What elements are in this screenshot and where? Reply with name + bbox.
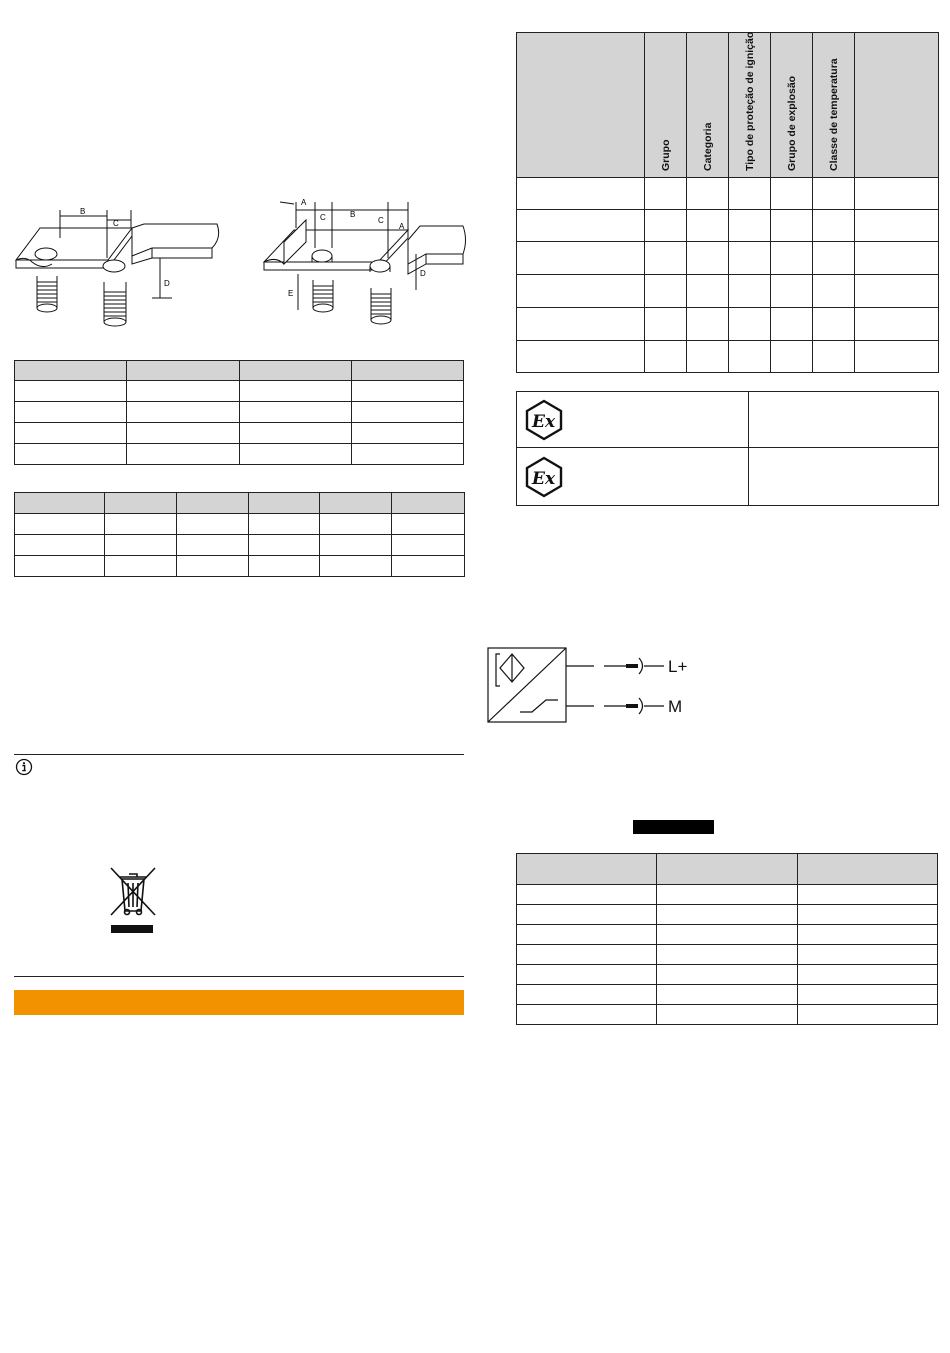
table-header-cell <box>127 361 239 381</box>
table-header-cell <box>239 361 351 381</box>
table-cell <box>239 444 351 465</box>
table-cell <box>813 178 855 210</box>
table-cell <box>855 308 939 341</box>
crossed-bin-icon <box>108 865 158 937</box>
table-cell <box>127 402 239 423</box>
table-header-cell <box>249 493 320 514</box>
connection-table <box>516 853 938 1025</box>
table-cell <box>15 514 105 535</box>
table-cell <box>177 556 249 577</box>
table-cell <box>855 178 939 210</box>
table-cell <box>392 535 465 556</box>
table-cell <box>687 341 729 373</box>
terminal-label-lplus: L+ <box>668 657 688 676</box>
table-cell <box>177 535 249 556</box>
table-cell <box>645 308 687 341</box>
table-header-cell <box>657 854 797 885</box>
table-cell <box>127 381 239 402</box>
table-cell <box>771 178 813 210</box>
ex-header-classe-temp: Classe de temperatura <box>813 33 855 178</box>
table-cell <box>771 275 813 308</box>
table-cell <box>771 308 813 341</box>
table-cell <box>813 308 855 341</box>
table-cell <box>657 1005 797 1025</box>
dim-label-e: E <box>288 289 294 298</box>
ex-header-grupo: Grupo <box>645 33 687 178</box>
table-cell <box>687 308 729 341</box>
table-cell <box>797 885 937 905</box>
section-header-bar <box>14 990 464 1015</box>
table-cell <box>657 945 797 965</box>
table-cell <box>517 178 645 210</box>
table-cell <box>105 514 177 535</box>
table-header-cell <box>15 493 105 514</box>
ex-header-blank <box>517 33 645 178</box>
table-cell <box>729 242 771 275</box>
ex-header-blank <box>855 33 939 178</box>
table-cell <box>517 905 657 925</box>
table-cell <box>517 885 657 905</box>
table-cell <box>517 242 645 275</box>
table-cell <box>517 210 645 242</box>
table-cell <box>320 556 392 577</box>
svg-text:Ex: Ex <box>532 411 556 432</box>
ex-header-grupo-explosao: Grupo de explosão <box>771 33 813 178</box>
table-cell <box>749 392 939 448</box>
table-cell <box>15 444 127 465</box>
table-cell <box>351 423 463 444</box>
table-header-cell <box>517 854 657 885</box>
table-cell <box>645 178 687 210</box>
table-cell <box>517 308 645 341</box>
table-cell <box>127 423 239 444</box>
dim-label-c-left: C <box>320 213 326 222</box>
table-cell <box>15 381 127 402</box>
table-cell <box>105 535 177 556</box>
table-header-cell <box>392 493 465 514</box>
table-cell <box>657 885 797 905</box>
table-cell <box>657 985 797 1005</box>
table-cell <box>351 444 463 465</box>
table-header-cell <box>15 361 127 381</box>
table-cell <box>645 275 687 308</box>
table-cell <box>517 985 657 1005</box>
table-cell <box>517 925 657 945</box>
table-cell <box>15 535 105 556</box>
table-cell <box>687 275 729 308</box>
table-cell <box>351 402 463 423</box>
dim-label-c-right: C <box>378 216 384 225</box>
table-cell <box>797 965 937 985</box>
ex-marking-cell <box>517 448 749 506</box>
table-cell <box>855 275 939 308</box>
table-cell <box>687 178 729 210</box>
table-cell <box>657 925 797 945</box>
ex-marking-icon <box>523 399 565 441</box>
table-cell <box>517 341 645 373</box>
table-header-cell <box>105 493 177 514</box>
table-cell <box>127 444 239 465</box>
ex-header-categoria: Categoria <box>687 33 729 178</box>
table-cell <box>177 514 249 535</box>
ex-marking-icon <box>523 456 565 498</box>
table-cell <box>351 381 463 402</box>
table-cell <box>749 448 939 506</box>
dim-label-a-right: A <box>399 222 405 231</box>
table-cell <box>239 402 351 423</box>
table-cell <box>797 925 937 945</box>
table-cell <box>105 556 177 577</box>
distance-table <box>14 360 464 465</box>
ex-marking-table <box>516 391 939 506</box>
table-cell <box>813 341 855 373</box>
table-cell <box>797 905 937 925</box>
table-cell <box>392 556 465 577</box>
table-cell <box>687 242 729 275</box>
table-cell <box>249 556 320 577</box>
table-cell <box>657 905 797 925</box>
table-cell <box>729 178 771 210</box>
ex-marking-cell <box>517 392 749 448</box>
table-cell <box>855 210 939 242</box>
ex-classification-table <box>516 32 939 373</box>
table-cell <box>813 275 855 308</box>
table-cell <box>657 965 797 985</box>
dim-label-b: B <box>80 207 86 216</box>
table-cell <box>15 402 127 423</box>
table-cell <box>729 308 771 341</box>
table-cell <box>517 1005 657 1025</box>
table-cell <box>771 210 813 242</box>
dim-label-b: B <box>350 210 356 219</box>
table-cell <box>392 514 465 535</box>
spec-table <box>14 492 465 577</box>
table-cell <box>729 210 771 242</box>
table-cell <box>855 242 939 275</box>
table-cell <box>645 242 687 275</box>
table-cell <box>249 514 320 535</box>
table-cell <box>517 965 657 985</box>
table-header-cell <box>797 854 937 885</box>
table-header-cell <box>351 361 463 381</box>
table-cell <box>239 423 351 444</box>
table-cell <box>517 275 645 308</box>
table-header-cell <box>320 493 392 514</box>
section-divider <box>14 976 464 977</box>
table-cell <box>771 341 813 373</box>
table-cell <box>15 423 127 444</box>
table-cell <box>645 341 687 373</box>
dim-label-c: C <box>113 219 119 228</box>
terminal-label-m: M <box>668 697 683 716</box>
table-cell <box>855 341 939 373</box>
table-cell <box>320 514 392 535</box>
mounting-diagram-flush <box>12 198 232 333</box>
table-cell <box>797 945 937 965</box>
table-cell <box>729 275 771 308</box>
table-cell <box>249 535 320 556</box>
redacted-bar <box>633 820 714 834</box>
table-cell <box>320 535 392 556</box>
table-cell <box>729 341 771 373</box>
mounting-diagram-nonflush <box>258 190 470 330</box>
ex-header-protecao: Tipo de proteção de ignição <box>729 33 771 178</box>
dim-label-d: D <box>420 269 426 278</box>
wiring-diagram <box>486 642 706 726</box>
table-cell <box>239 381 351 402</box>
table-cell <box>771 242 813 275</box>
note-divider <box>14 754 464 755</box>
table-cell <box>15 556 105 577</box>
table-cell <box>813 210 855 242</box>
dim-label-d: D <box>164 279 170 288</box>
dim-label-a-left: A <box>301 198 307 207</box>
table-cell <box>687 210 729 242</box>
table-cell <box>517 945 657 965</box>
info-icon <box>15 758 33 776</box>
svg-text:Ex: Ex <box>532 468 556 489</box>
table-cell <box>813 242 855 275</box>
table-cell <box>797 985 937 1005</box>
table-cell <box>645 210 687 242</box>
table-header-cell <box>177 493 249 514</box>
table-cell <box>797 1005 937 1025</box>
